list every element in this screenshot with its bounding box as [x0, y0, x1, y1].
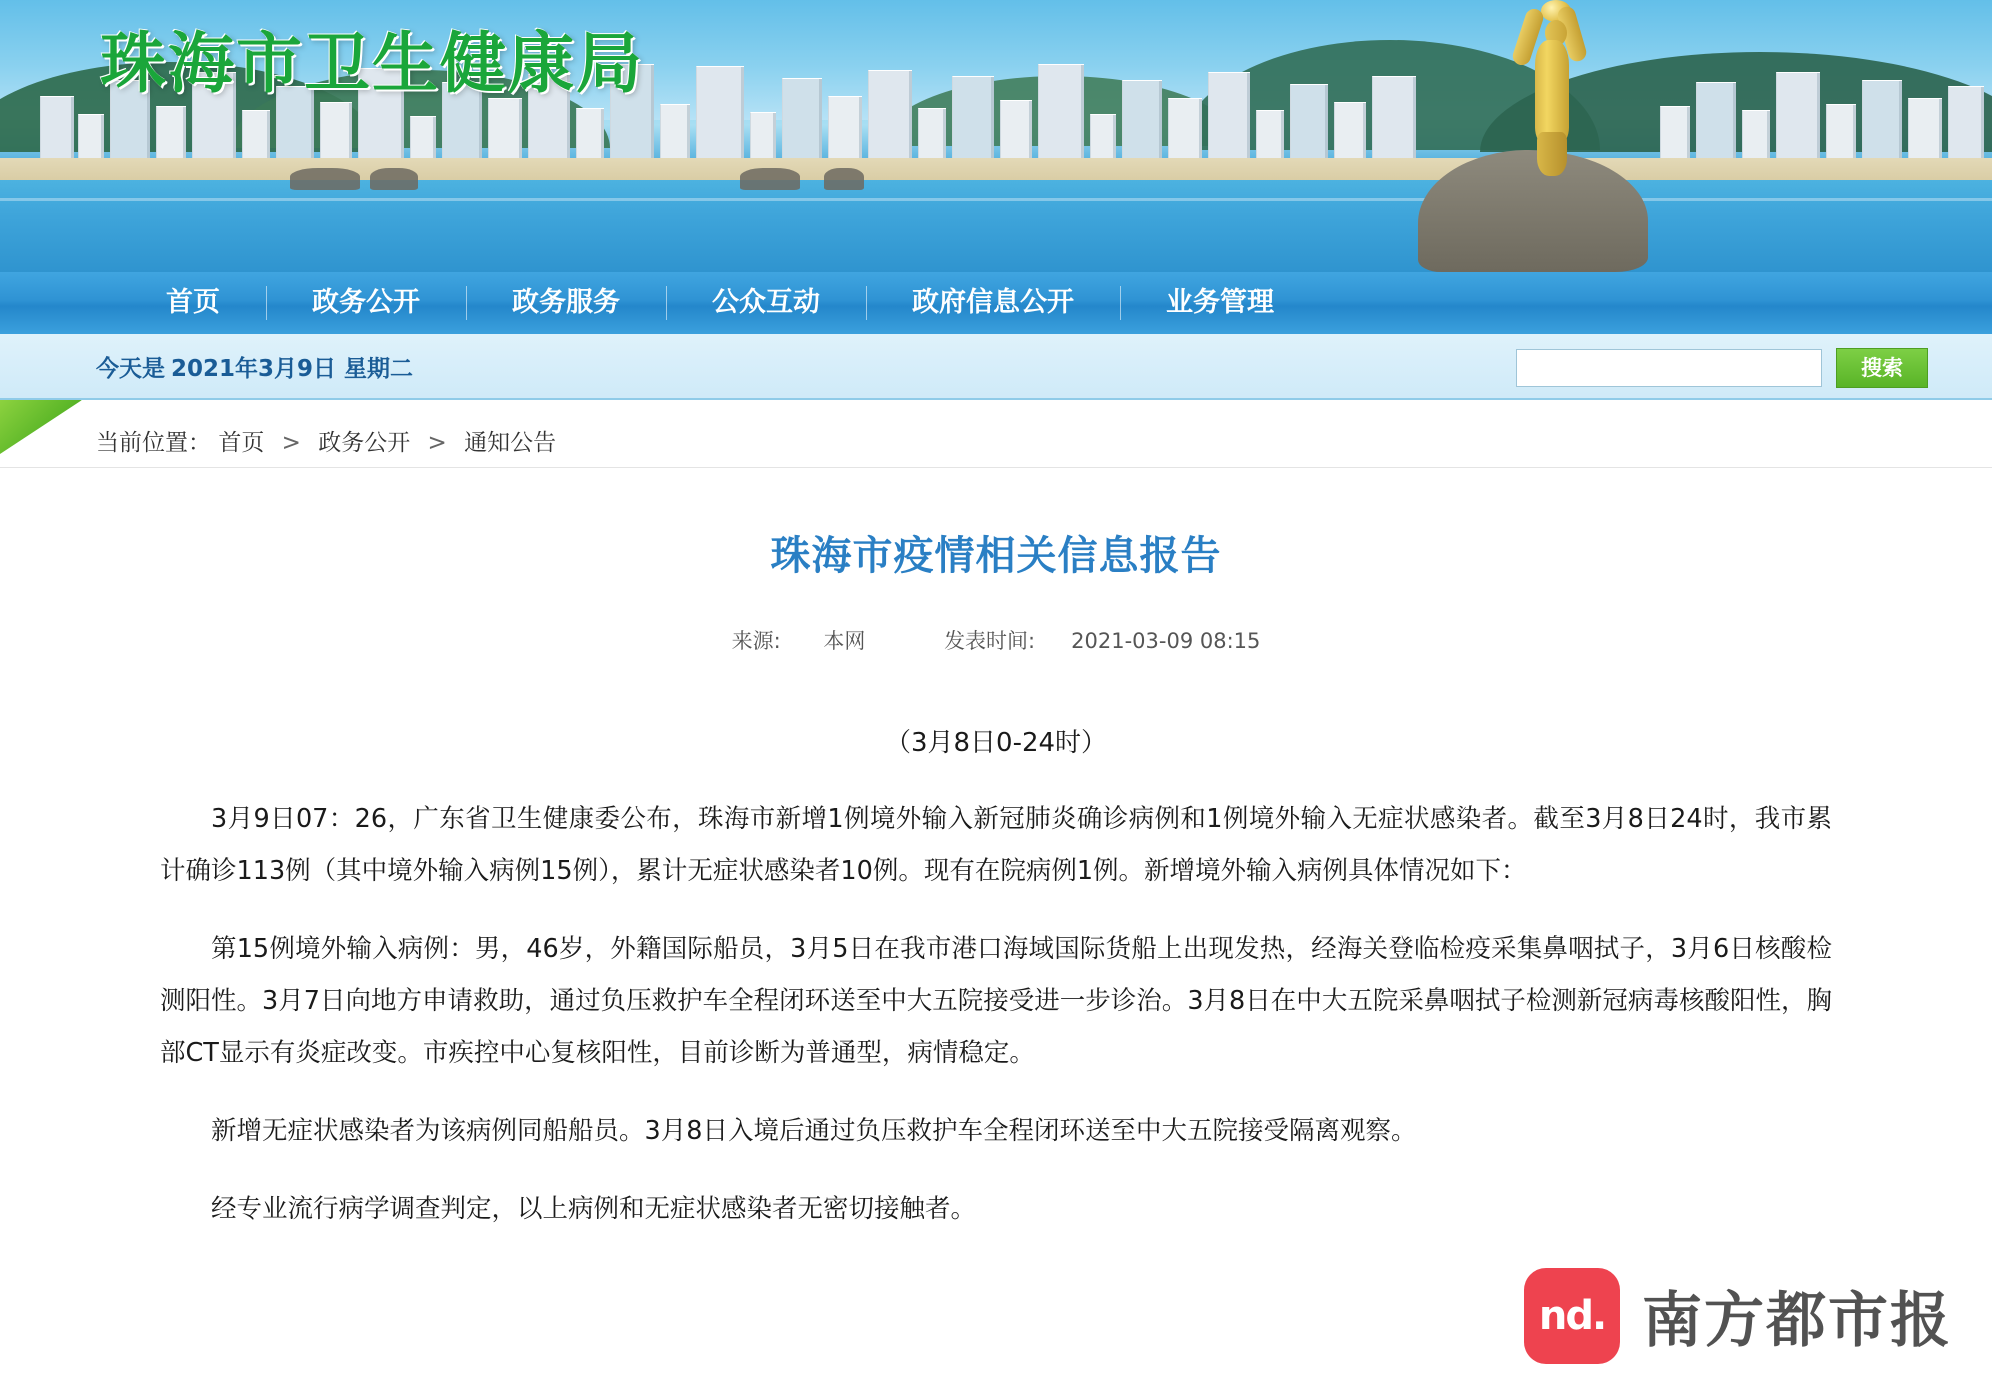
- date-search-bar: [0, 334, 1992, 400]
- fisher-girl-statue-icon: [1497, 0, 1607, 176]
- watermark-text: 南方都市报: [1642, 1286, 1952, 1356]
- article-body: [146, 717, 1846, 1235]
- today-date: [96, 350, 413, 383]
- article-publish-time: [926, 629, 1278, 653]
- corner-decoration: [0, 400, 82, 454]
- banner-rock: [370, 168, 418, 190]
- breadcrumb-separator: >: [281, 430, 301, 456]
- nav-item-government-information-disclosure[interactable]: 政府信息公开: [866, 272, 1120, 334]
- article-publish-value: 2021-03-09 08:15: [1071, 629, 1261, 653]
- nanfang-logo-icon: nd.: [1524, 1268, 1620, 1364]
- banner-water: [0, 180, 1992, 272]
- search-area: [1516, 348, 1928, 388]
- search-button[interactable]: 搜索: [1836, 348, 1928, 388]
- nav-item-government-affairs[interactable]: 政务公开: [266, 272, 466, 334]
- breadcrumb-item-notice[interactable]: 通知公告: [464, 430, 557, 456]
- banner-rock: [740, 168, 800, 190]
- main-nav: [0, 272, 1992, 334]
- watermark: [1524, 1268, 1952, 1364]
- article-source-value: 本网: [823, 629, 866, 653]
- banner-rock: [824, 168, 864, 190]
- banner-rock: [290, 168, 360, 190]
- nav-item-public-interaction[interactable]: 公众互动: [666, 272, 866, 334]
- article-meta: [0, 625, 1992, 655]
- breadcrumb-item-government-affairs[interactable]: 政务公开: [318, 430, 411, 456]
- nav-item-government-services[interactable]: 政务服务: [466, 272, 666, 334]
- article-source: [714, 629, 884, 653]
- today-label: 今天是: [96, 355, 165, 382]
- breadcrumb: [96, 424, 556, 457]
- article-paragraph: 新增无症状感染者为该病例同船船员。3月8日入境后通过负压救护车全程闭环送至中大五院接受隔离观察。: [211, 1116, 1417, 1146]
- breadcrumb-separator: >: [427, 430, 447, 456]
- article-paragraph: 经专业流行病学调查判定，以上病例和无症状感染者无密切接触者。: [211, 1194, 977, 1224]
- site-banner: [0, 0, 1992, 272]
- nav-item-business-management[interactable]: 业务管理: [1120, 272, 1320, 334]
- article-source-label: 来源:: [731, 629, 781, 653]
- article-title: 珠海市疫情相关信息报告: [770, 533, 1222, 579]
- breadcrumb-item-home[interactable]: 首页: [218, 430, 265, 456]
- article-period: （3月8日0-24时）: [884, 728, 1108, 758]
- nav-item-home[interactable]: 首页: [166, 287, 220, 318]
- today-value: 2021年3月9日 星期二: [171, 355, 414, 382]
- article-paragraph: 3月9日07：26，广东省卫生健康委公布，珠海市新增1例境外输入新冠肺炎确诊病例和1例境外输入无症状感染者。截至3月8日24时，我市累计确诊113例（其中境外输入病例15例），累计无症状感染者10例。现有在院病例1例。新增境外输入病例具体情况如下：: [160, 804, 1832, 886]
- article-paragraph: 第15例境外输入病例：男，46岁，外籍国际船员，3月5日在我市港口海域国际货船上出现发热，经海关登临检疫采集鼻咽拭子，3月6日核酸检测阳性。3月7日向地方申请救助，通过负压救护车全程闭环送至中大五院接受进一步诊治。3月8日在中大五院采鼻咽拭子检测新冠病毒核酸阳性，胸部CT显示有炎症改变。市疾控中心复核阳性，目前诊断为普通型，病情稳定。: [160, 934, 1832, 1068]
- search-input[interactable]: [1516, 349, 1822, 387]
- site-title: 珠海市卫生健康局: [100, 25, 644, 102]
- article-publish-label: 发表时间:: [944, 629, 1036, 653]
- article: [0, 468, 1992, 1235]
- breadcrumb-label: 当前位置：: [96, 430, 211, 456]
- breadcrumb-band: [0, 400, 1992, 468]
